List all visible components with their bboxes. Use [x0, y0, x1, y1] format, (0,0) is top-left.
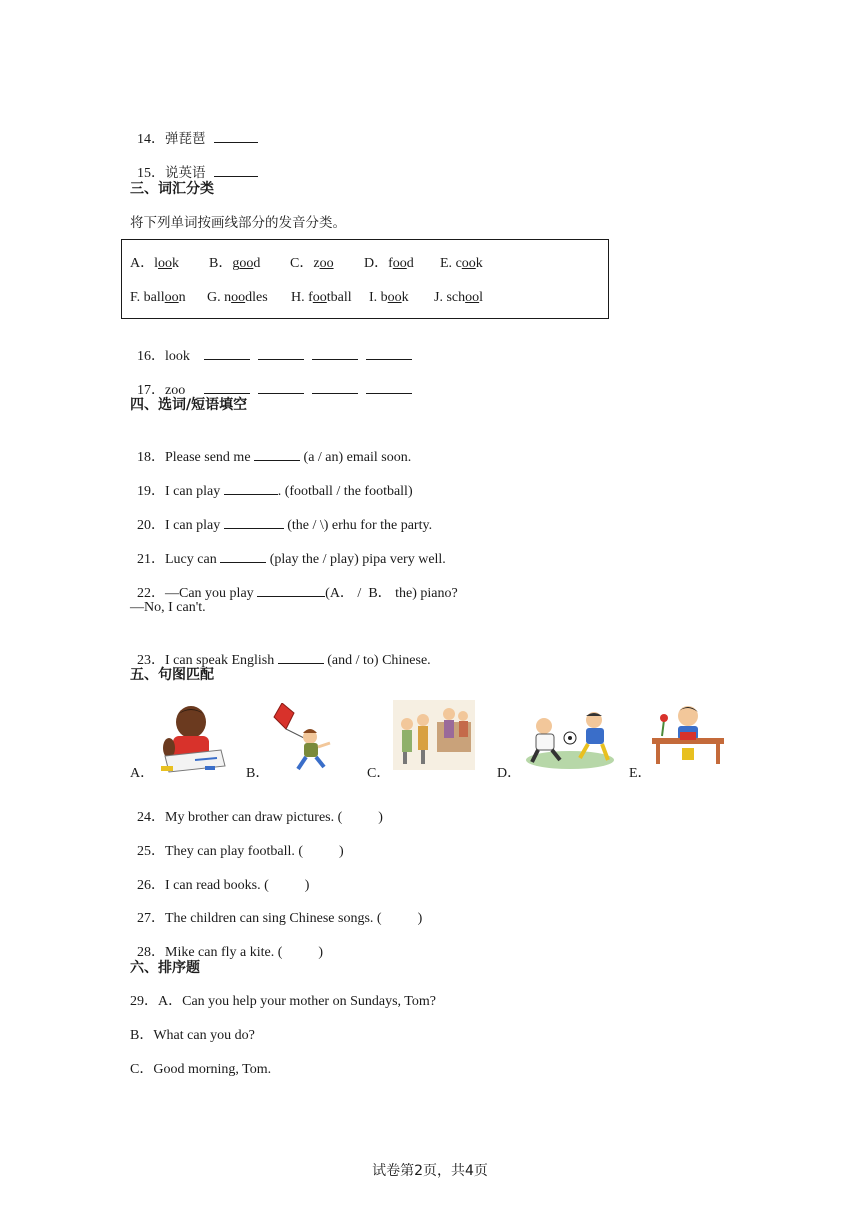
answer-blank[interactable]: [366, 347, 412, 360]
word-part: G.: [207, 290, 225, 305]
word-part: I.: [369, 290, 381, 305]
section-4-title: 四、选词/短语填空: [130, 397, 248, 413]
word-part: H.: [291, 290, 309, 305]
question-23: 23．I can speak English (and / to) Chinese.: [137, 653, 431, 668]
underlined-letters: oo: [164, 290, 179, 305]
word-part: l: [154, 256, 159, 271]
word-option: [290, 255, 334, 273]
word-option: [130, 289, 186, 307]
word-option: [369, 289, 409, 307]
word-part: B．: [209, 256, 233, 271]
picture-boys-playing-football: [524, 708, 616, 770]
word-part: b: [380, 290, 388, 305]
answer-blank[interactable]: [366, 381, 412, 394]
word-part: d: [406, 256, 414, 271]
question-21: 21．Lucy can (play the / play) pipa very well.: [137, 552, 446, 567]
underlined-letters: oo: [319, 256, 334, 271]
picture-boy-reading-book: [650, 700, 726, 766]
underlined-letters: oo: [465, 290, 480, 305]
question-14: 14．弹琵琶: [130, 112, 258, 149]
picture-boy-drawing: [155, 700, 227, 774]
word-option: [130, 255, 179, 273]
question-16: 16．look: [130, 329, 412, 366]
word-part: tball: [326, 290, 352, 305]
underlined-letters: oo: [461, 256, 476, 271]
answer-blank[interactable]: [257, 584, 325, 597]
underlined-letters: oo: [387, 290, 402, 305]
picture-children-singing: [393, 700, 475, 770]
word-part: n: [224, 290, 232, 305]
question-22: 22．—Can you play (A． / B． the) piano?: [137, 586, 458, 601]
answer-blank[interactable]: [214, 130, 258, 143]
section-5-title: 五、句图匹配: [130, 667, 214, 683]
answer-blank[interactable]: [204, 381, 250, 394]
answer-blank[interactable]: [204, 347, 250, 360]
word-part: A．: [130, 256, 155, 271]
word-part: F.: [130, 290, 144, 305]
word-part: z: [313, 256, 320, 271]
answer-blank[interactable]: [312, 381, 358, 394]
question-19: 19．I can play . (football / the football): [137, 484, 413, 499]
word-box: [121, 239, 609, 319]
word-part: g: [232, 256, 240, 271]
word-option: [291, 289, 352, 307]
underlined-letters: oo: [392, 256, 407, 271]
word-part: k: [475, 256, 483, 271]
word-part: C．: [290, 256, 314, 271]
question-29-b: B．What can you do?: [130, 1028, 255, 1043]
word-part: f: [308, 290, 313, 305]
word-part: d: [253, 256, 261, 271]
answer-blank[interactable]: [254, 448, 300, 461]
picture-label-e: E．: [629, 766, 652, 781]
answer-blank[interactable]: [220, 550, 266, 563]
answer-blank[interactable]: [224, 516, 284, 529]
word-part: n: [178, 290, 186, 305]
picture-label-c: C．: [367, 766, 391, 781]
word-part: J.: [434, 290, 447, 305]
question-24: 24．My brother can draw pictures. ( ): [137, 810, 383, 825]
underlined-letters: oo: [312, 290, 327, 305]
word-part: k: [401, 290, 409, 305]
page-footer: 试卷第2页，共4页: [372, 1163, 488, 1179]
section-3-instruction: 将下列单词按画线部分的发音分类。: [130, 215, 346, 231]
question-17: 17．zoo: [130, 363, 412, 400]
word-option: [440, 255, 483, 273]
section-3-title: 三、词汇分类: [130, 181, 214, 197]
word-option: [434, 289, 483, 307]
underlined-letters: oo: [231, 290, 246, 305]
section-6-title: 六、排序题: [130, 960, 200, 976]
word-part: f: [388, 256, 393, 271]
question-27: 27．The children can sing Chinese songs. ( ): [137, 911, 423, 926]
question-28: 28．Mike can fly a kite. ( ): [137, 945, 324, 960]
answer-blank[interactable]: [258, 381, 304, 394]
picture-label-d: D．: [497, 766, 522, 781]
question-29-a: 29．A．Can you help your mother on Sundays, Tom?: [130, 994, 436, 1009]
word-part: D．: [364, 256, 389, 271]
word-part: sch: [446, 290, 466, 305]
question-20: 20．I can play (the / \) erhu for the party.: [137, 518, 433, 533]
answer-blank[interactable]: [258, 347, 304, 360]
word-option: [207, 289, 268, 307]
question-29-c: C．Good morning, Tom.: [130, 1062, 272, 1077]
underlined-letters: oo: [158, 256, 173, 271]
word-part: l: [479, 290, 484, 305]
question-26: 26．I can read books. ( ): [137, 878, 310, 893]
answer-blank[interactable]: [214, 164, 258, 177]
picture-label-a: A．: [130, 766, 155, 781]
word-part: dles: [245, 290, 268, 305]
question-18: 18．Please send me (a / an) email soon.: [137, 450, 412, 465]
picture-boy-flying-kite: [272, 703, 334, 773]
question-22-reply: —No, I can't.: [130, 600, 206, 615]
question-15: 15．说英语: [130, 146, 258, 183]
word-option: [209, 255, 260, 273]
answer-blank[interactable]: [312, 347, 358, 360]
word-part: E.: [440, 256, 456, 271]
word-option: [364, 255, 414, 273]
question-25: 25．They can play football. ( ): [137, 844, 344, 859]
word-part: k: [172, 256, 180, 271]
answer-blank[interactable]: [224, 482, 278, 495]
picture-label-b: B．: [246, 766, 270, 781]
underlined-letters: oo: [239, 256, 254, 271]
answer-blank[interactable]: [278, 651, 324, 664]
word-part: ball: [143, 290, 165, 305]
word-part: c: [455, 256, 462, 271]
